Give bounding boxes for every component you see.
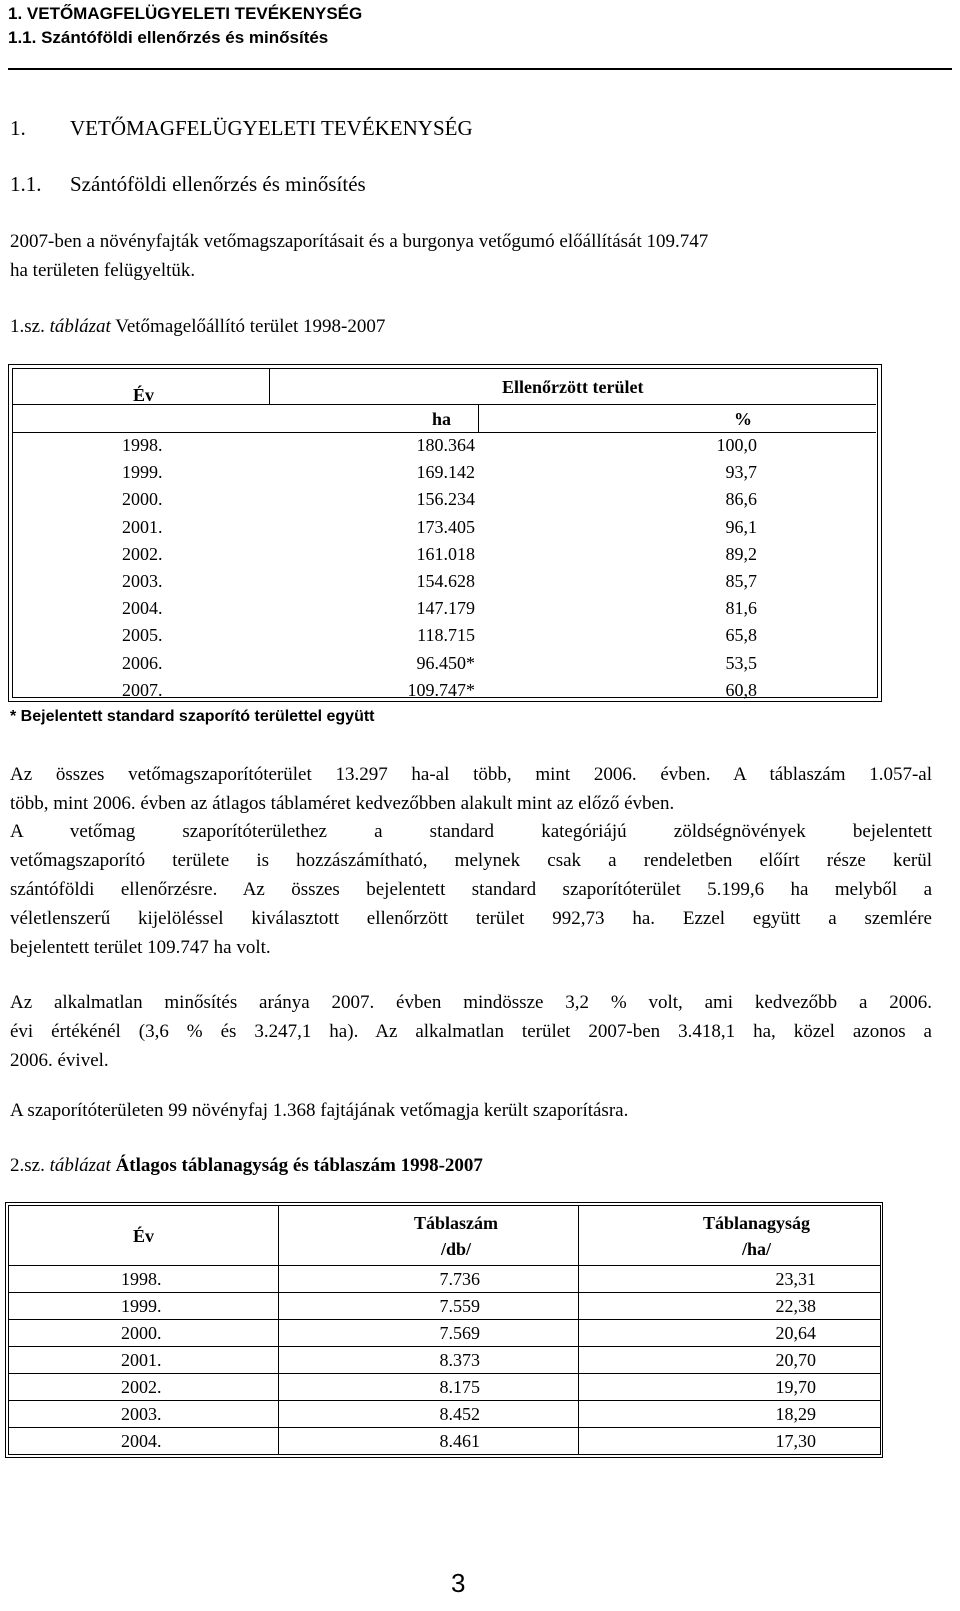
table2-cell-year: 1999. xyxy=(9,1293,279,1320)
table2-col-year: Év xyxy=(9,1206,279,1266)
para2-line2: vetőmagszaporító területe is hozzászámítható, melynek csak a rendeletben előírt része kerül xyxy=(10,850,932,871)
table2-cell-count: 8.461 xyxy=(279,1428,579,1455)
table1-cell-pct: 65,8 xyxy=(725,625,757,646)
table-row xyxy=(9,1401,881,1428)
table1-cell-ha: 118.715 xyxy=(417,625,475,646)
table1-cell-pct: 60,8 xyxy=(725,679,757,700)
table-row xyxy=(9,1266,881,1293)
table1-cell-pct: 93,7 xyxy=(725,462,757,483)
table1-col-ha: ha xyxy=(432,409,452,429)
intro-line1: 2007-ben a növényfajták vetőmagszaporításait és a burgonya vetőgumó előállítását 109.747 xyxy=(10,231,709,252)
table1-cell-year: 2000. xyxy=(122,489,163,510)
table1-cell-year: 2003. xyxy=(122,571,163,591)
table2-col-count xyxy=(279,1206,579,1266)
table2-col-count-l2: /db/ xyxy=(440,1238,471,1259)
table1-col-year: Év xyxy=(133,385,155,405)
table1-col-pct: % xyxy=(734,409,752,429)
table1-divider-subheader xyxy=(12,432,876,433)
table1-cell-year: 2005. xyxy=(122,625,163,646)
table2-caption-rest: Átlagos táblanagyság és táblaszám 1998-2007 xyxy=(110,1155,483,1176)
table2-cell-count: 7.736 xyxy=(279,1266,579,1293)
table2-cell-size: 22,38 xyxy=(579,1293,881,1320)
table-row xyxy=(9,1428,881,1455)
table1-cell-year: 2001. xyxy=(122,516,163,537)
heading2-number: 1.1. xyxy=(10,172,42,196)
table2-cell-year: 2003. xyxy=(9,1401,279,1428)
table1-cell-year: 2007. xyxy=(122,679,163,700)
para3-line1: Az alkalmatlan minősítés aránya 2007. évben mindössze 3,2 % volt, ami kedvezőbb a 2006. xyxy=(10,992,932,1013)
para3-line3: 2006. évivel. xyxy=(10,1050,109,1071)
table1-cell-ha: 180.364 xyxy=(416,435,475,455)
table2-cell-count: 7.569 xyxy=(279,1320,579,1347)
table1-cell-year: 1998. xyxy=(122,435,163,455)
heading2-title: Szántóföldi ellenőrzés és minősítés xyxy=(70,172,366,196)
table2-caption-prefix: 2.sz. xyxy=(10,1155,50,1176)
table2-cell-year: 2004. xyxy=(9,1428,279,1455)
table1-cell-year: 1999. xyxy=(122,462,163,483)
table-row xyxy=(9,1374,881,1401)
running-head-line1: 1. VETŐMAGFELÜGYELETI TEVÉKENYSÉG xyxy=(8,4,363,23)
para3 xyxy=(10,988,932,1075)
table1-caption xyxy=(10,312,385,341)
table2-cell-count: 7.559 xyxy=(279,1293,579,1320)
heading1-number: 1. xyxy=(10,116,26,140)
table1-cell-ha: 109.747* xyxy=(407,679,475,700)
table1-caption-rest: Vetőmagelőállító terület 1998-2007 xyxy=(110,316,386,337)
para2-line4: véletlenszerű kijelöléssel kiválasztott ellenőrzött terület 992,73 ha. Ezzel együtt a szemlére xyxy=(10,908,932,929)
para2-line5: bejelentett terület 109.747 ha volt. xyxy=(10,937,271,958)
table1-cell-ha: 154.628 xyxy=(416,571,475,591)
table1-caption-prefix: 1.sz. xyxy=(10,316,50,337)
para2 xyxy=(10,817,932,962)
table2-cell-count: 8.373 xyxy=(279,1347,579,1374)
table2-cell-year: 1998. xyxy=(9,1266,279,1293)
table-row xyxy=(9,1320,881,1347)
table1-footnote: * Bejelentett standard szaporító területtel együtt xyxy=(10,708,375,725)
table2-col-size-l1: Táblanagyság xyxy=(702,1212,810,1233)
table1-cell-ha: 173.405 xyxy=(416,516,475,537)
table1-cell-ha: 169.142 xyxy=(416,462,475,483)
table2-cell-count: 8.175 xyxy=(279,1374,579,1401)
table2-body xyxy=(9,1266,881,1455)
table2-cell-size: 23,31 xyxy=(579,1266,881,1293)
table1-cell-year: 2006. xyxy=(122,652,163,673)
running-head-line2: 1.1. Szántóföldi ellenőrzés és minősítés xyxy=(8,28,329,47)
table2-col-size-l2: /ha/ xyxy=(741,1238,771,1259)
table1-cell-pct: 86,6 xyxy=(725,489,757,510)
table2-cell-count: 8.452 xyxy=(279,1401,579,1428)
table2-cell-size: 19,70 xyxy=(579,1374,881,1401)
para1-line1: Az összes vetőmagszaporítóterület 13.297 ha-al több, mint 2006. évben. A táblaszám 1.057-al xyxy=(10,764,932,785)
table2-caption xyxy=(10,1151,483,1180)
header-rule xyxy=(8,68,952,70)
table1-caption-italic: táblázat xyxy=(49,316,111,337)
table1-cell-ha: 161.018 xyxy=(416,543,475,564)
para1 xyxy=(10,760,932,818)
heading1-title: VETŐMAGFELÜGYELETI TEVÉKENYSÉG xyxy=(70,116,473,140)
table1-cell-pct: 89,2 xyxy=(725,543,757,564)
table1-divider-ha xyxy=(478,404,479,432)
table2-cell-size: 17,30 xyxy=(579,1428,881,1455)
page-number: 3 xyxy=(451,1568,466,1598)
table2-cell-size: 20,70 xyxy=(579,1347,881,1374)
table1-cell-pct: 100,0 xyxy=(716,435,757,455)
para3-line2: évi értékénél (3,6 % és 3.247,1 ha). Az alkalmatlan terület 2007-ben 3.418,1 ha, közel azonos a xyxy=(10,1021,932,1042)
table-row xyxy=(9,1293,881,1320)
table1-col-group: Ellenőrzött terület xyxy=(502,377,644,397)
table2-cell-year: 2001. xyxy=(9,1347,279,1374)
table1-cell-year: 2004. xyxy=(122,598,163,619)
para4: A szaporítóterületen 99 növényfaj 1.368 fajtájának vetőmagja került szaporításra. xyxy=(10,1100,629,1121)
intro-line2: ha területen felügyeltük. xyxy=(10,260,196,281)
para2-line1: A vetőmag szaporítóterülethez a standard kategóriájú zöldségnövények bejelentett xyxy=(10,821,932,842)
table1-cell-pct: 96,1 xyxy=(725,516,757,537)
table2 xyxy=(8,1205,881,1455)
table1-cell-ha: 96.450* xyxy=(416,652,475,673)
table2-col-count-l1: Táblaszám xyxy=(413,1212,498,1233)
para2-line3: szántóföldi ellenőrzésre. Az összes bejelentett standard szaporítóterület 5.199,6 ha melyből a xyxy=(10,879,932,900)
table2-caption-italic: táblázat xyxy=(49,1155,111,1176)
table1-divider-year xyxy=(269,369,270,404)
table1-cell-pct: 53,5 xyxy=(725,652,757,673)
table1-cell-ha: 147.179 xyxy=(416,598,475,619)
table2-cell-size: 18,29 xyxy=(579,1401,881,1428)
table1-cell-ha: 156.234 xyxy=(416,489,475,510)
table1-cell-pct: 81,6 xyxy=(725,598,757,619)
table2-col-size xyxy=(579,1206,881,1266)
table1-cell-pct: 85,7 xyxy=(725,571,757,591)
table2-cell-size: 20,64 xyxy=(579,1320,881,1347)
table2-cell-year: 2002. xyxy=(9,1374,279,1401)
table-row xyxy=(9,1347,881,1374)
para1-line2: több, mint 2006. évben az átlagos táblaméret kedvezőbben alakult mint az előző évben. xyxy=(10,793,675,814)
table1-cell-year: 2002. xyxy=(122,543,163,564)
table2-cell-year: 2000. xyxy=(9,1320,279,1347)
